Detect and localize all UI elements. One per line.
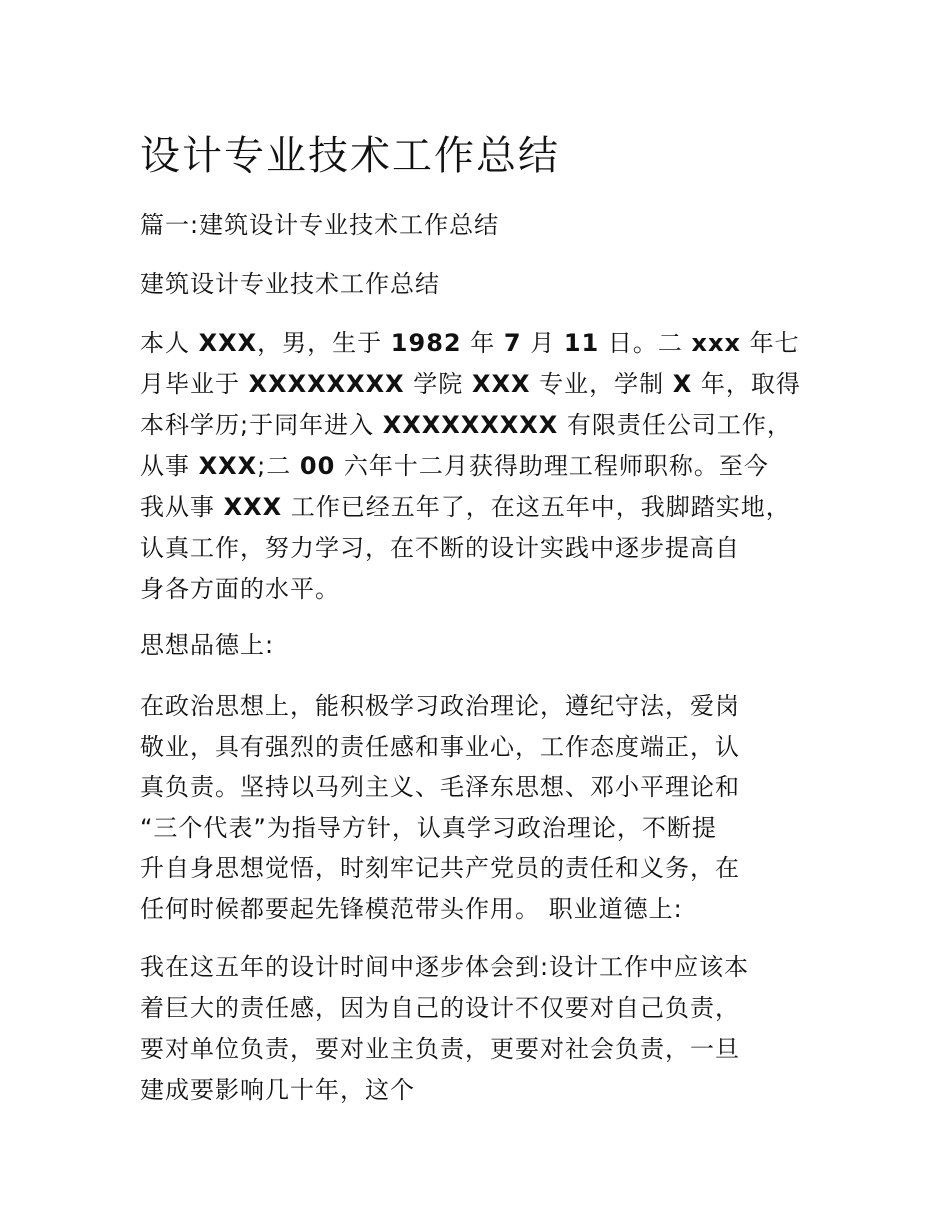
- text-segment: 我从事: [140, 493, 224, 521]
- text-segment: 从事: [140, 452, 199, 480]
- text-segment: 7: [503, 329, 522, 357]
- section-heading-morality: 思想品德上:: [140, 631, 275, 659]
- text-segment: 学院: [404, 370, 472, 398]
- paragraph-line: 升自身思想觉悟，时刻牢记共产党员的责任和义务，在: [140, 854, 740, 882]
- text-segment: XXX: [471, 370, 531, 398]
- text-segment: 11: [563, 329, 600, 357]
- paragraph-line: [140, 569, 340, 609]
- text-segment: 1982: [390, 329, 462, 357]
- paragraph-line: 真负责。坚持以马列主义、毛泽东思想、邓小平理论和: [140, 773, 740, 801]
- text-segment: 本人: [140, 329, 199, 357]
- text-segment: 专业，学制: [530, 370, 673, 398]
- text-segment: 月: [521, 329, 564, 357]
- subtitle: 篇一:建筑设计专业技术工作总结: [140, 211, 500, 239]
- text-segment: 认真工作，努力学习，在不断的设计实践中逐步提高自: [140, 534, 740, 562]
- text-segment: XXX: [198, 329, 258, 357]
- text-segment: 日。二: [599, 329, 692, 357]
- text-segment: X: [672, 370, 693, 398]
- text-segment: ;二: [257, 452, 300, 480]
- text-segment: 本科学历;于同年进入: [140, 411, 383, 439]
- text-segment: 年七: [740, 329, 800, 357]
- section-heading: 建筑设计专业技术工作总结: [140, 270, 440, 298]
- paragraph-line: “三个代表”为指导方针，认真学习政治理论，不断提: [140, 813, 717, 842]
- text-segment: XXX: [223, 493, 283, 521]
- text-segment: XXXXXXXX: [248, 370, 405, 398]
- text-segment: 身各方面的水平。: [140, 575, 340, 603]
- paragraph-line: [140, 323, 800, 363]
- document-title: 设计专业技术工作总结: [140, 133, 560, 179]
- text-segment: ，男，生于: [257, 329, 391, 357]
- text-segment: 月毕业于: [140, 370, 249, 398]
- paragraph-line: [140, 364, 801, 404]
- paragraph-line: 要对单位负责，要对业主负责，更要对社会负责，一旦: [140, 1035, 740, 1063]
- paragraph-line: 我在这五年的设计时间中逐步体会到:设计工作中应该本: [140, 953, 750, 981]
- text-segment: 00: [299, 452, 336, 480]
- paragraph-line: 在政治思想上，能积极学习政治理论，遵纪守法，爱岗: [140, 692, 740, 720]
- paragraph-line: [140, 405, 792, 445]
- text-segment: 年，取得: [692, 370, 801, 398]
- text-segment: 年: [461, 329, 504, 357]
- text-segment: XXX: [198, 452, 258, 480]
- text-segment: XXXXXXXXX: [382, 411, 559, 439]
- text-segment: xxx: [691, 329, 741, 357]
- paragraph-line: 敬业，具有强烈的责任感和事业心，工作态度端正，认: [140, 732, 740, 761]
- paragraph-line: 建成要影响几十年，这个: [140, 1076, 415, 1104]
- paragraph-line: [140, 446, 769, 486]
- paragraph-line: 着巨大的责任感，因为自己的设计不仅要对自己负责，: [140, 994, 740, 1022]
- paragraph-line: [140, 487, 791, 527]
- text-segment: 六年十二月获得助理工程师职称。至今: [335, 452, 769, 480]
- paragraph-line: 任何时候都要起先锋模范带头作用。 职业道德上:: [140, 894, 683, 923]
- text-segment: 有限责任公司工作，: [558, 411, 792, 439]
- paragraph-line: [140, 528, 740, 568]
- text-segment: 工作已经五年了，在这五年中，我脚踏实地，: [282, 493, 791, 521]
